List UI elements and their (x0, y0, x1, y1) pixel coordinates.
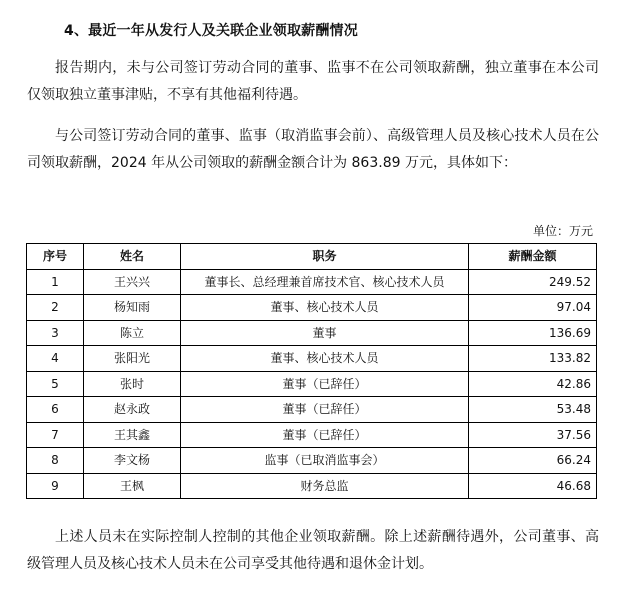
cell-name: 张时 (84, 371, 181, 397)
cell-amount: 97.04 (469, 295, 597, 321)
cell-position: 监事（已取消监事会） (181, 448, 469, 474)
cell-position: 董事、核心技术人员 (181, 346, 469, 372)
paragraph-independent-directors: 报告期内，未与公司签订劳动合同的董事、监事不在公司领取薪酬，独立董事在本公司仅领取独立董事津贴，不享有其他福利待遇。 (27, 60, 599, 103)
section-heading: 4、最近一年从发行人及关联企业领取薪酬情况 (64, 23, 358, 39)
cell-position: 财务总监 (181, 473, 469, 499)
cell-name: 赵永政 (84, 397, 181, 423)
cell-name: 张阳光 (84, 346, 181, 372)
cell-amount: 66.24 (469, 448, 597, 474)
table-row (27, 295, 597, 321)
table-row (27, 397, 597, 423)
cell-no: 3 (27, 320, 84, 346)
cell-no: 7 (27, 422, 84, 448)
cell-amount: 249.52 (469, 269, 597, 295)
cell-name: 陈立 (84, 320, 181, 346)
cell-position: 董事 (181, 320, 469, 346)
cell-name: 王其鑫 (84, 422, 181, 448)
cell-position: 董事（已辞任） (181, 371, 469, 397)
cell-name: 杨知雨 (84, 295, 181, 321)
paragraph-compensation-summary: 与公司签订劳动合同的董事、监事（取消监事会前）、高级管理人员及核心技术人员在公司领取薪酬，2024 年从公司领取的薪酬金额合计为 863.89 万元，具体如下： (27, 128, 599, 171)
table-row (27, 473, 597, 499)
cell-amount: 53.48 (469, 397, 597, 423)
cell-no: 2 (27, 295, 84, 321)
cell-amount: 37.56 (469, 422, 597, 448)
compensation-table (26, 243, 597, 499)
cell-no: 4 (27, 346, 84, 372)
table-row (27, 346, 597, 372)
header-no: 序号 (27, 244, 84, 270)
cell-name: 王兴兴 (84, 269, 181, 295)
cell-amount: 46.68 (469, 473, 597, 499)
header-name: 姓名 (84, 244, 181, 270)
header-amount: 薪酬金额 (469, 244, 597, 270)
table-row (27, 371, 597, 397)
unit-label: 单位：万元 (532, 224, 593, 238)
cell-no: 8 (27, 448, 84, 474)
cell-amount: 136.69 (469, 320, 597, 346)
table-row (27, 269, 597, 295)
table-row (27, 422, 597, 448)
table-row (27, 448, 597, 474)
cell-no: 9 (27, 473, 84, 499)
cell-name: 王枫 (84, 473, 181, 499)
cell-position: 董事（已辞任） (181, 397, 469, 423)
cell-no: 5 (27, 371, 84, 397)
cell-position: 董事、核心技术人员 (181, 295, 469, 321)
cell-amount: 42.86 (469, 371, 597, 397)
cell-no: 1 (27, 269, 84, 295)
table-row (27, 320, 597, 346)
cell-name: 李文杨 (84, 448, 181, 474)
header-position: 职务 (181, 244, 469, 270)
cell-position: 董事长、总经理兼首席技术官、核心技术人员 (181, 269, 469, 295)
paragraph-other-benefits: 上述人员未在实际控制人控制的其他企业领取薪酬。除上述薪酬待遇外，公司董事、高级管理人员及核心技术人员未在公司享受其他待遇和退休金计划。 (27, 529, 599, 572)
cell-no: 6 (27, 397, 84, 423)
table-header-row (27, 244, 597, 270)
cell-position: 董事（已辞任） (181, 422, 469, 448)
cell-amount: 133.82 (469, 346, 597, 372)
